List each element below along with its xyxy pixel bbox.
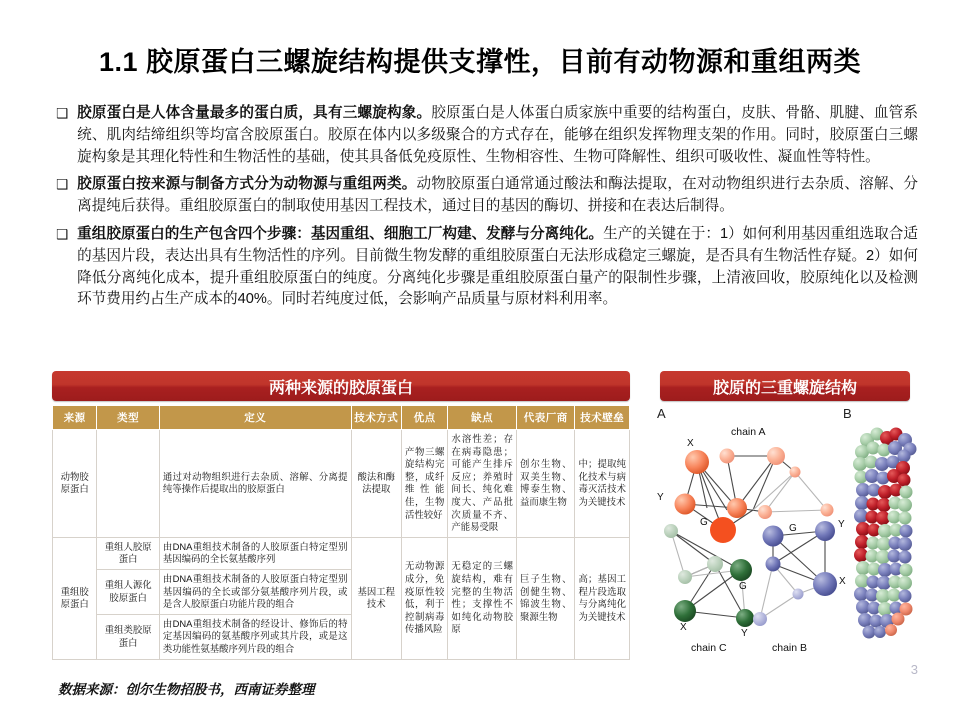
bullet-text <box>77 103 918 168</box>
cell-source: 重组胶原蛋白 <box>53 537 97 659</box>
residue-label-b-x: X <box>839 576 846 587</box>
bullet-item <box>56 174 918 218</box>
panel-a-label: A <box>657 406 666 421</box>
cell-pros: 产物三螺旋结构完整，成纤维性能佳，生物活性较好 <box>401 430 447 538</box>
bullet-rest: 胶原蛋白是人体蛋白质家族中重要的结构蛋白，皮肤、骨骼、肌腱、血管系统、肌肉结缔组织等均富含胶原蛋白。胶原在体内以多级聚合的方式存在，能够在组织发挥物理支架的作用。同时，胶原蛋白三螺旋构象是其理化特性和生物活性的基础，使其具备低免疫原性、生物相容性、生物可降解性、组织可吸收性、凝血性等特性。 <box>77 105 918 165</box>
cell-definition: 由DNA重组技术制备的经设计、修饰后的特定基因编码的氨基酸序列或其片段，或是这类功能性氨基酸序列片段的组合 <box>159 614 351 659</box>
bullet-marker: ❑ <box>56 106 69 121</box>
cell-barrier: 高；基因工程片段选取与分离纯化为关键技术 <box>575 537 630 659</box>
table-header-row <box>53 406 630 430</box>
triple-helix-figure <box>655 404 917 666</box>
bullet-rest: 生产的关键在于：1）如何利用基因重组选取合适的基因片段，表达出具有生物活性的序列。目前微生物发酵的重组胶原蛋白无法形成稳定三螺旋，是否具有生物活性存疑。2）如何降低分离纯化成本，提升重组胶原蛋白的纯度。分离纯化步骤是重组胶原蛋白量产的限制性步骤，上清液回收，胶原纯化以及检测环节费用约占生产成本的40%。同时若纯度过低，会影响产品质量与原材料利用率。 <box>77 225 918 308</box>
bullet-item <box>56 103 918 168</box>
cell-type <box>97 430 160 538</box>
panel-b-label: B <box>843 406 852 421</box>
column-header-cons: 缺点 <box>448 406 517 430</box>
cell-definition: 由DNA重组技术制备的人胶原蛋白特定型别基因编码的全长或部分氨基酸序列片段，或是含人胶原蛋白功能片段的组合 <box>159 569 351 614</box>
column-header-source: 来源 <box>53 406 97 430</box>
bullet-lead: 重组胶原蛋白的生产包含四个步骤：基因重组、细胞工厂构建、发酵与分离纯化。 <box>77 225 604 242</box>
table-row <box>53 537 630 569</box>
residue-label-c-g: G <box>739 581 747 592</box>
cell-vendors: 创尔生物、双美生物、博泰生物、益而康生物 <box>516 430 575 538</box>
residue-label-a-y: Y <box>657 492 664 503</box>
cell-technology: 基因工程技术 <box>351 537 401 659</box>
cell-cons: 水溶性差；存在病毒隐患；可能产生排斥反应；养殖时间长、纯化难度大、产品批次质量不齐、产能易受限 <box>448 430 517 538</box>
residue-label-c-x: X <box>680 622 687 633</box>
residue-label-c-y: Y <box>741 628 748 639</box>
column-header-vendors: 代表厂商 <box>516 406 575 430</box>
bullet-text <box>77 174 918 218</box>
cell-source: 动物胶原蛋白 <box>53 430 97 538</box>
cell-definition: 通过对动物组织进行去杂质、溶解、分离提纯等操作后提取出的胶原蛋白 <box>159 430 351 538</box>
bullet-rest: 动物胶原蛋白通常通过酸法和酶法提取，在对动物组织进行去杂质、溶解、分离提纯后获得。重组胶原蛋白的制取使用基因工程技术，通过目的基因的酶切、拼接和在表达后制得。 <box>77 176 918 215</box>
residue-label-b-y: Y <box>838 519 845 530</box>
residue-label-a-x: X <box>687 438 694 449</box>
cell-type: 重组人源化胶原蛋白 <box>97 569 160 614</box>
table-row <box>53 430 630 538</box>
column-header-pros: 优点 <box>401 406 447 430</box>
cell-pros: 无动物源成分，免疫原性较低，利于控制病毒传播风险 <box>401 537 447 659</box>
figure-banner-title: 胶原的三重螺旋结构 <box>660 371 910 401</box>
column-header-barrier: 技术壁垒 <box>575 406 630 430</box>
bullet-marker: ❑ <box>56 226 69 242</box>
chain-b-label: chain B <box>772 642 808 654</box>
page-title: 1.1 胶原蛋白三螺旋结构提供支撑性，目前有动物源和重组两类 <box>98 47 862 77</box>
bullet-lead: 胶原蛋白是人体含量最多的蛋白质，具有三螺旋构象。 <box>77 105 432 121</box>
collagen-sources-table <box>52 405 630 660</box>
page-number: 3 <box>910 662 918 677</box>
body-content <box>56 103 918 317</box>
residue-label-a-g: G <box>700 517 708 528</box>
bullet-item <box>56 224 918 311</box>
residue-label-b-g: G <box>789 523 797 534</box>
column-header-technology: 技术方式 <box>351 406 401 430</box>
chain-a-label: chain A <box>731 426 766 438</box>
table-banner-title: 两种来源的胶原蛋白 <box>52 371 630 401</box>
cell-cons: 无稳定的三螺旋结构，难有完整的生物活性；支撑性不如纯化动物胶原 <box>448 537 517 659</box>
bullet-text <box>77 224 918 311</box>
molecule-diagram <box>655 404 917 666</box>
column-header-definition: 定义 <box>159 406 351 430</box>
chain-c-label: chain C <box>691 642 727 654</box>
bullet-lead: 胶原蛋白按来源与制备方式分为动物源与重组两类。 <box>77 176 417 193</box>
source-note: 数据来源：创尔生物招股书，西南证券整理 <box>58 682 315 697</box>
cell-barrier: 中；提取纯化技术与病毒灭活技术为关键技术 <box>575 430 630 538</box>
column-header-type: 类型 <box>97 406 160 430</box>
cell-vendors: 巨子生物、创健生物、锦波生物、聚源生物 <box>516 537 575 659</box>
cell-type: 重组人胶原蛋白 <box>97 537 160 569</box>
bullet-marker: ❑ <box>56 177 69 193</box>
cell-technology: 酸法和酶法提取 <box>351 430 401 538</box>
cell-type: 重组类胶原蛋白 <box>97 614 160 659</box>
cell-definition: 由DNA重组技术制备的人胶原蛋白特定型别基因编码的全长氨基酸序列 <box>159 537 351 569</box>
